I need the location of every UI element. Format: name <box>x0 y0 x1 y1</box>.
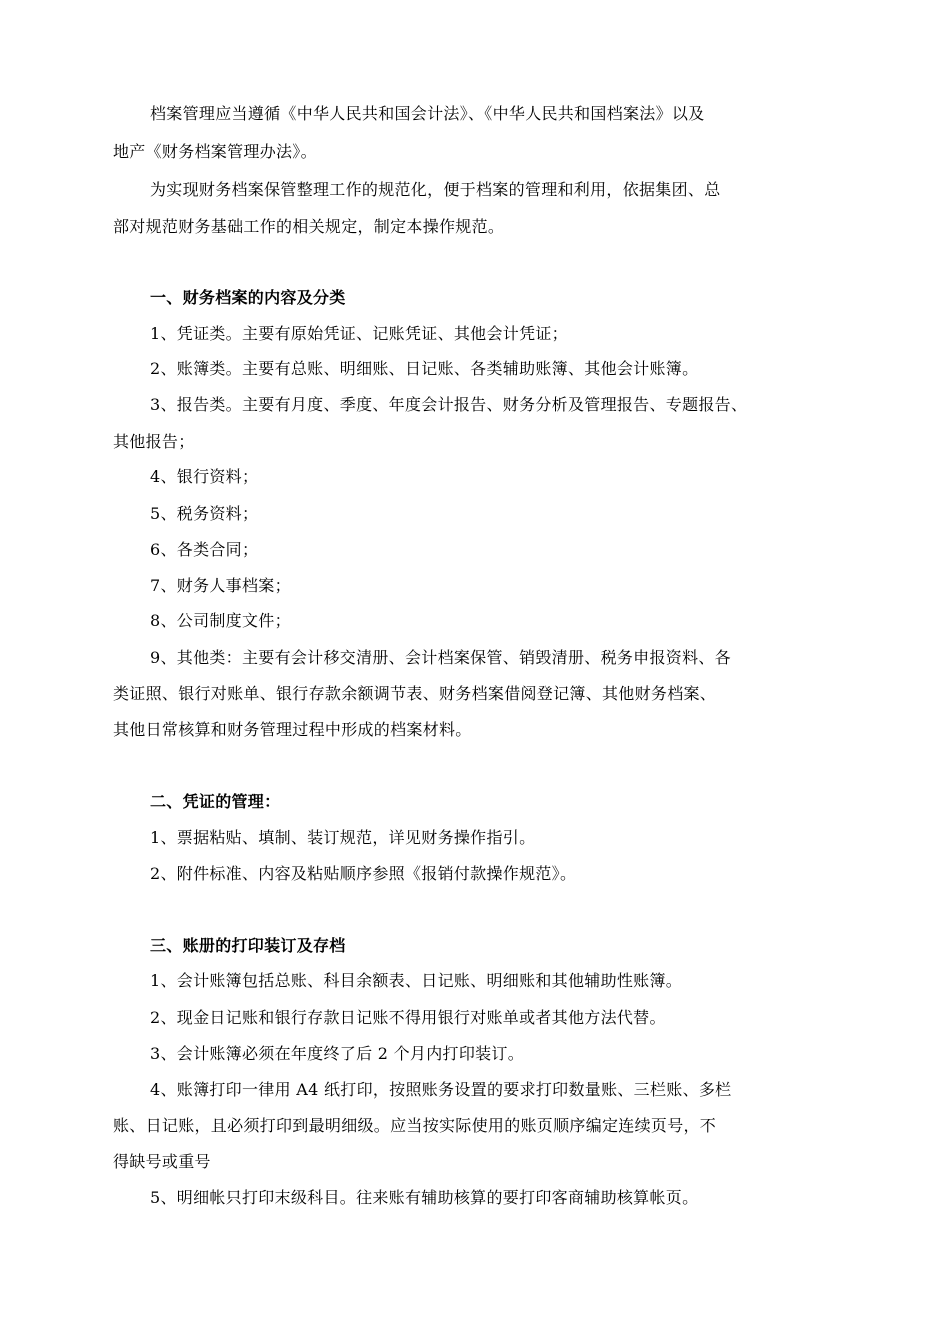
section1-line: 8、公司制度文件； <box>150 611 291 630</box>
section1-line: 5、税务资料； <box>150 504 259 523</box>
section2-line: 1、票据粘贴、填制、装订规范，详见财务操作指引。 <box>150 828 536 847</box>
section3-line: 5、明细帐只打印末级科目。往来账有辅助核算的要打印客商辅助核算帐页。 <box>150 1188 699 1207</box>
section1-line: 其他报告； <box>113 432 195 451</box>
section3-line: 得缺号或重号 <box>113 1152 211 1171</box>
section2-title: 二、凭证的管理： <box>150 792 281 811</box>
intro-line-2: 地产《财务档案管理办法》。 <box>113 142 317 161</box>
intro-line-3: 为实现财务档案保管整理工作的规范化，便于档案的管理和利用，依据集团、总 <box>150 180 721 199</box>
intro-line-1: 档案管理应当遵循《中华人民共和国会计法》、《中华人民共和国档案法》以及 <box>150 104 705 123</box>
section3-line: 4、账簿打印一律用 A4 纸打印，按照账务设置的要求打印数量账、三栏账、多栏 <box>150 1080 732 1099</box>
section3-line: 账、日记账，且必须打印到最明细级。应当按实际使用的账页顺序编定连续页号，不 <box>113 1116 717 1135</box>
section3-line: 2、现金日记账和银行存款日记账不得用银行对账单或者其他方法代替。 <box>150 1008 666 1027</box>
section1-line: 1、凭证类。主要有原始凭证、记账凭证、其他会计凭证； <box>150 324 568 343</box>
section1-line: 3、报告类。主要有月度、季度、年度会计报告、财务分析及管理报告、专题报告、 <box>150 395 748 414</box>
intro-line-4: 部对规范财务基础工作的相关规定，制定本操作规范。 <box>113 217 505 236</box>
section1-line: 类证照、银行对账单、银行存款余额调节表、财务档案借阅登记簿、其他财务档案、 <box>113 684 717 703</box>
section1-line: 6、各类合同； <box>150 540 259 559</box>
section1-line: 4、银行资料； <box>150 467 259 486</box>
section1-title: 一、财务档案的内容及分类 <box>150 288 346 307</box>
section3-title: 三、账册的打印装订及存档 <box>150 936 346 955</box>
section3-line: 1、会计账簿包括总账、科目余额表、日记账、明细账和其他辅助性账簿。 <box>150 971 683 990</box>
section1-line: 2、账簿类。主要有总账、明细账、日记账、各类辅助账簿、其他会计账簿。 <box>150 359 699 378</box>
section1-line: 7、财务人事档案； <box>150 576 291 595</box>
section3-line: 3、会计账簿必须在年度终了后 2 个月内打印装订。 <box>150 1044 525 1063</box>
section2-line: 2、附件标准、内容及粘贴顺序参照《报销付款操作规范》。 <box>150 864 577 883</box>
section1-line: 其他日常核算和财务管理过程中形成的档案材料。 <box>113 720 472 739</box>
section1-line: 9、其他类：主要有会计移交清册、会计档案保管、销毁清册、税务申报资料、各 <box>150 648 731 667</box>
